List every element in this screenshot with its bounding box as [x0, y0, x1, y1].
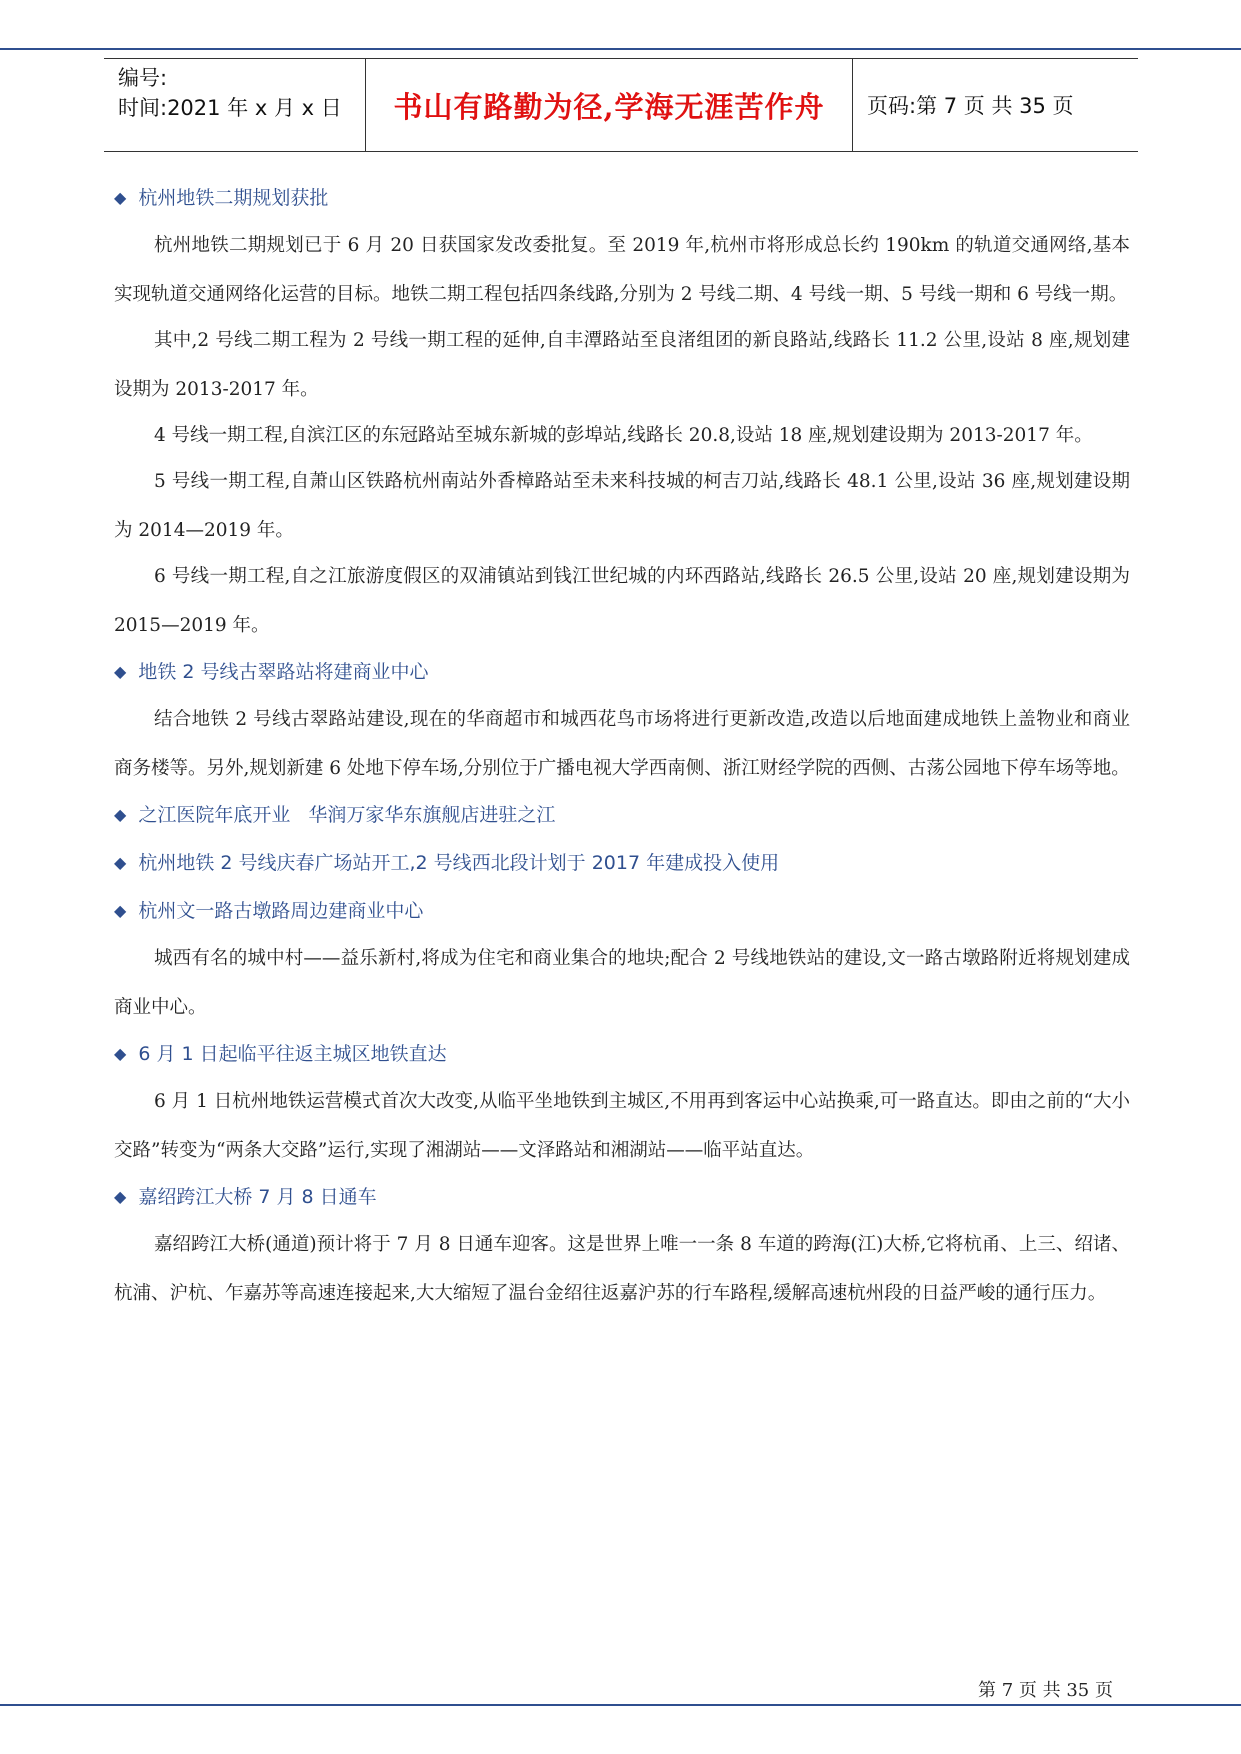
diamond-bullet-icon: ◆ [114, 188, 127, 207]
section-heading [114, 899, 1130, 923]
paragraph: 5 号线一期工程,自萧山区铁路杭州南站外香樟路站至未来科技城的柯吉刀站,线路长 48.1 公里,设站 36 座,规划建设期为 2014—2019 年。 [114, 471, 1130, 541]
section-heading-text: 杭州文一路古墩路周边建商业中心 [138, 900, 424, 922]
diamond-bullet-icon: ◆ [114, 853, 127, 872]
diamond-bullet-icon: ◆ [114, 1044, 127, 1063]
bottom-rule [0, 1704, 1241, 1706]
paragraph: 4 号线一期工程,自滨江区的东冠路站至城东新城的彭埠站,线路长 20.8,设站 18 座,规划建设期为 2013-2017 年。 [154, 425, 1093, 446]
section-heading [114, 1185, 1130, 1209]
page-header [104, 58, 1138, 152]
section-heading [114, 803, 1130, 827]
section-heading [114, 186, 1130, 210]
paragraph: 6 号线一期工程,自之江旅游度假区的双浦镇站到钱江世纪城的内环西路站,线路长 26.5 公里,设站 20 座,规划建设期为 2015—2019 年。 [114, 566, 1130, 636]
header-motto: 书山有路勤为径,学海无涯苦作舟 [366, 59, 853, 151]
section-heading-text: 杭州地铁 2 号线庆春广场站开工,2 号线西北段计划于 2017 年建成投入使用 [138, 852, 780, 874]
diamond-bullet-icon: ◆ [114, 1187, 127, 1206]
header-meta [104, 59, 366, 151]
section-heading-text: 杭州地铁二期规划获批 [138, 187, 329, 209]
section-heading-text: 之江医院年底开业 华润万家华东旗舰店进驻之江 [138, 804, 556, 826]
page-footer: 第 7 页 共 35 页 [978, 1680, 1113, 1701]
paragraph: 结合地铁 2 号线古翠路站建设,现在的华商超市和城西花鸟市场将进行更新改造,改造以后地面建成地铁上盖物业和商业商务楼等。另外,规划新建 6 处地下停车场,分别位于广播电视大学西南侧、浙江财经学院的西侧、古荡公园地下停车场等地。 [114, 709, 1130, 779]
document-number-label: 编号: [118, 66, 168, 90]
section-heading [114, 851, 1130, 875]
section-heading [114, 660, 1130, 684]
header-page-info: 页码:第 7 页 共 35 页 [867, 94, 1074, 118]
paragraph: 杭州地铁二期规划已于 6 月 20 日获国家发改委批复。至 2019 年,杭州市将形成总长约 190km 的轨道交通网络,基本实现轨道交通网络化运营的目标。地铁二期工程包括四条线路,分别为 2 号线二期、4 号线一期、5 号线一期和 6 号线一期。 [114, 235, 1130, 305]
diamond-bullet-icon: ◆ [114, 901, 127, 920]
top-rule [0, 48, 1241, 50]
section-heading [114, 1042, 1130, 1066]
paragraph: 城西有名的城中村——益乐新村,将成为住宅和商业集合的地块;配合 2 号线地铁站的建设,文一路古墩路附近将规划建成商业中心。 [114, 948, 1130, 1018]
section-heading-text: 嘉绍跨江大桥 7 月 8 日通车 [138, 1186, 377, 1208]
paragraph: 嘉绍跨江大桥(通道)预计将于 7 月 8 日通车迎客。这是世界上唯一一条 8 车道的跨海(江)大桥,它将杭甬、上三、绍诸、杭浦、沪杭、乍嘉苏等高速连接起来,大大缩短了温台金绍往返嘉沪苏的行车路程,缓解高速杭州段的日益严峻的通行压力。 [114, 1234, 1130, 1304]
document-body [114, 186, 1130, 1328]
section-heading-text: 地铁 2 号线古翠路站将建商业中心 [138, 661, 429, 683]
diamond-bullet-icon: ◆ [114, 662, 127, 681]
paragraph: 其中,2 号线二期工程为 2 号线一期工程的延伸,自丰潭路站至良渚组团的新良路站,线路长 11.2 公里,设站 8 座,规划建设期为 2013-2017 年。 [114, 330, 1130, 400]
section-heading-text: 6 月 1 日起临平往返主城区地铁直达 [138, 1043, 447, 1065]
diamond-bullet-icon: ◆ [114, 805, 127, 824]
document-time: 时间:2021 年 x 月 x 日 [118, 96, 342, 120]
paragraph: 6 月 1 日杭州地铁运营模式首次大改变,从临平坐地铁到主城区,不用再到客运中心站换乘,可一路直达。即由之前的“大小交路”转变为“两条大交路”运行,实现了湘湖站——文泽路站和湘湖站——临平站直达。 [114, 1091, 1130, 1161]
